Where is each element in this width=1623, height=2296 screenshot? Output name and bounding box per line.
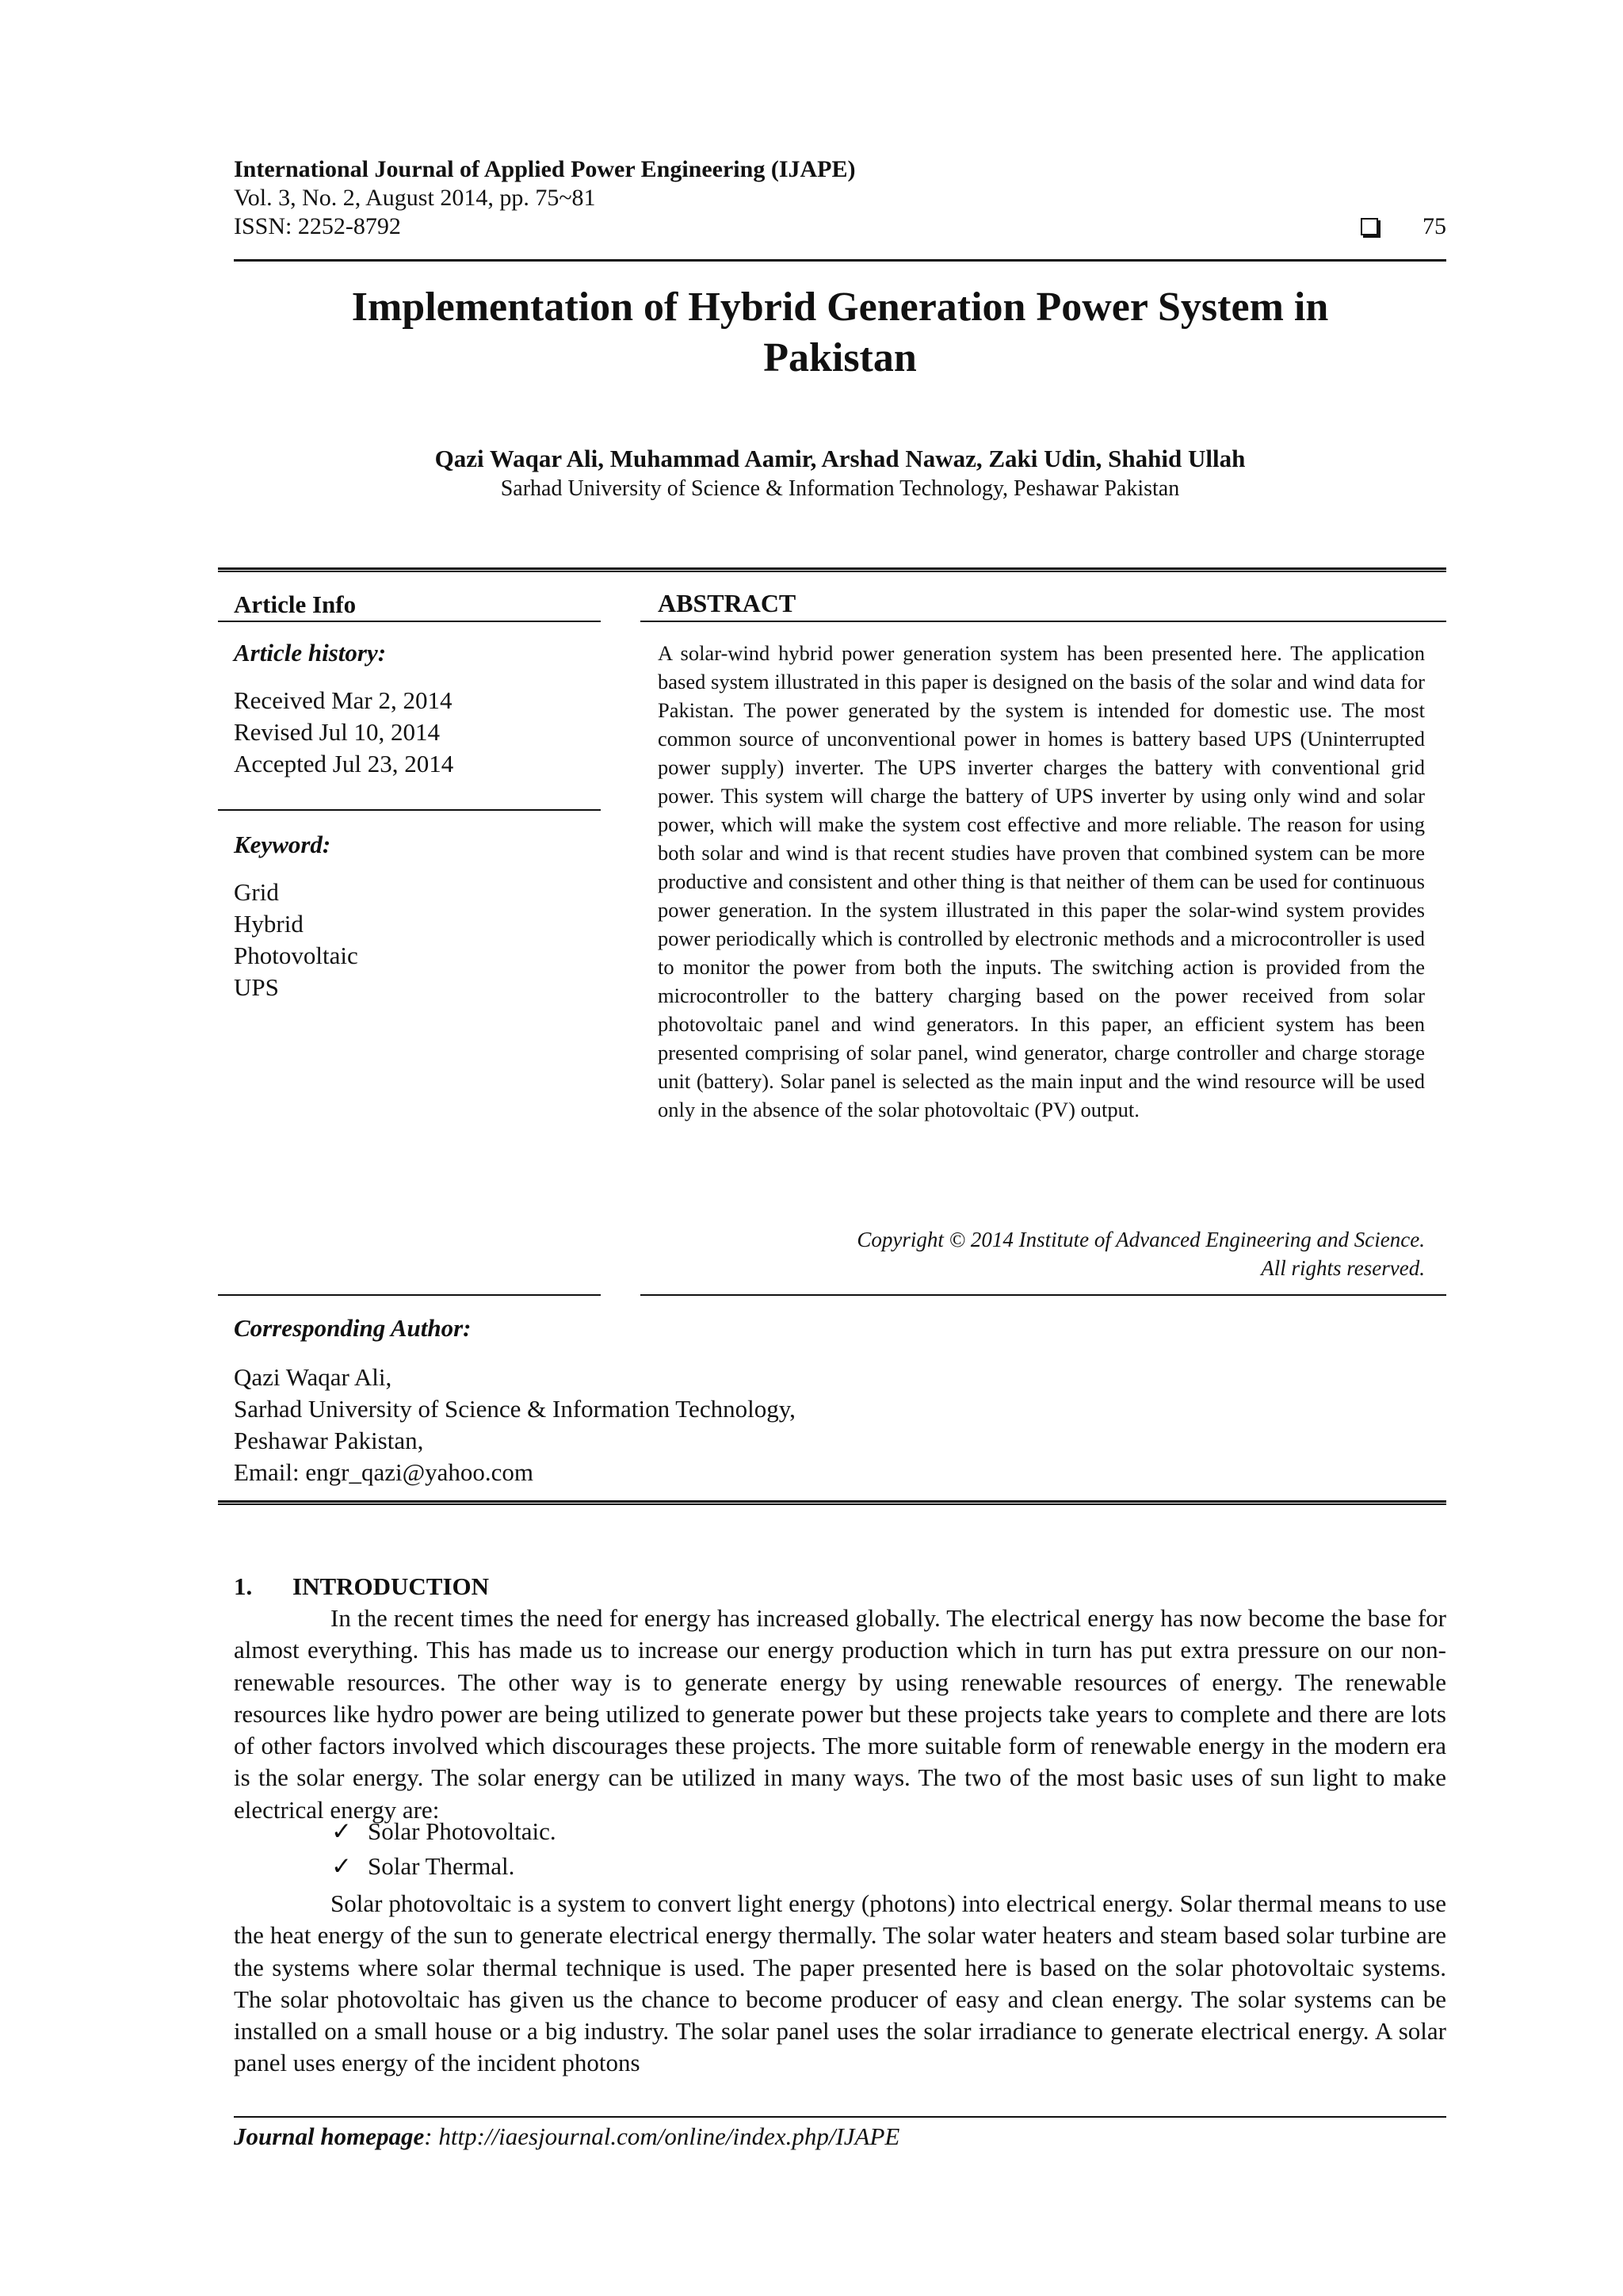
history-rule bbox=[218, 809, 601, 811]
corresponding-author-name: Qazi Waqar Ali, bbox=[234, 1363, 392, 1391]
corresponding-author-city: Peshawar Pakistan, bbox=[234, 1427, 424, 1454]
keyword-item: Grid bbox=[234, 878, 279, 906]
corresponding-author-institution: Sarhad University of Science & Information Technology, bbox=[234, 1395, 796, 1423]
intro-paragraph-1: In the recent times the need for energy has increased globally. The electrical energy has now become the base for almost everything. This has made us to increase our energy production which in turn has put extra pressure on our non-renewable resources. The other way is to generate energy by using renewable resources of energy. The renewable resources like hydro power are being utilized to generate power but these projects take years to complete and there are lots of other factors involved which discourages these projects. The more suitable form of renewable energy in the modern era is the solar energy. The solar energy can be utilized in many ways. The two of the most basic uses of sun light to make electrical energy are: bbox=[234, 1604, 1446, 1824]
homepage-url[interactable]: : http://iaesjournal.com/online/index.php/IJAPE bbox=[424, 2122, 900, 2150]
corresponding-author-details bbox=[234, 1362, 796, 1488]
author-affiliation: Sarhad University of Science & Information Technology, Peshawar Pakistan bbox=[500, 476, 1180, 501]
paper-title bbox=[234, 282, 1446, 384]
info-top-double-rule bbox=[218, 567, 1446, 572]
corresponding-author-email: Email: engr_qazi@yahoo.com bbox=[234, 1458, 534, 1486]
homepage-label: Journal homepage bbox=[234, 2122, 425, 2150]
checkmark-icon: ✓ bbox=[331, 1817, 352, 1845]
keyword-item: Photovoltaic bbox=[234, 942, 358, 969]
copyright-line-1: Copyright © 2014 Institute of Advanced Engineering and Science. bbox=[857, 1228, 1425, 1251]
list-item bbox=[331, 1814, 556, 1849]
article-info-title: Article Info bbox=[234, 590, 357, 618]
journal-name: International Journal of Applied Power Engineering (IJAPE) bbox=[234, 156, 856, 182]
checkbox-square-icon bbox=[1361, 218, 1378, 235]
checkmark-icon: ✓ bbox=[331, 1852, 352, 1880]
abstract-heading: ABSTRACT bbox=[658, 589, 796, 617]
page-number: 75 bbox=[1423, 213, 1446, 239]
list-item bbox=[331, 1849, 556, 1884]
author-list: Qazi Waqar Ali, Muhammad Aamir, Arshad Nawaz, Zaki Udin, Shahid Ullah bbox=[434, 445, 1246, 472]
keyword-heading: Keyword: bbox=[234, 831, 331, 858]
section-title: INTRODUCTION bbox=[292, 1572, 490, 1600]
paper-title-line-1: Implementation of Hybrid Generation Power System in bbox=[351, 285, 1329, 330]
journal-homepage bbox=[234, 2121, 899, 2153]
header-rule bbox=[234, 259, 1446, 262]
corresponding-author-heading: Corresponding Author: bbox=[234, 1314, 472, 1342]
footer-rule bbox=[234, 2116, 1446, 2118]
intro-paragraph-2: Solar photovoltaic is a system to convert light energy (photons) into electrical energy. Solar thermal means to use the heat energy of the sun to generate electrical energy thermally. The solar water heaters and steam based solar turbine are the systems where solar thermal technique is used. The paper presented here is based on the solar photovoltaic systems. The solar photovoltaic has given us the chance to become producer of easy and clean energy. The solar systems can be installed on a small house or a big industry. The solar panel uses the solar irradiance to generate electrical energy. A solar panel uses energy of the incident photons bbox=[234, 1889, 1446, 2077]
keywords-block bbox=[234, 829, 598, 1003]
history-accepted: Accepted Jul 23, 2014 bbox=[234, 750, 454, 777]
section-number: 1. bbox=[234, 1572, 253, 1600]
keyword-item: Hybrid bbox=[234, 910, 304, 938]
abstract-rule bbox=[640, 621, 1446, 622]
keyword-item: UPS bbox=[234, 973, 279, 1001]
article-history bbox=[234, 637, 598, 780]
article-history-heading: Article history: bbox=[234, 639, 387, 667]
history-revised: Revised Jul 10, 2014 bbox=[234, 718, 441, 746]
copyright-line-2: All rights reserved. bbox=[1261, 1256, 1425, 1280]
article-info-rule bbox=[218, 621, 601, 622]
paper-title-line-2: Pakistan bbox=[763, 335, 917, 380]
left-bottom-rule bbox=[218, 1294, 601, 1296]
abstract-text: A solar-wind hybrid power generation system has been presented here. The application based system illustrated in this paper is designed on the basis of the solar and wind data for Pakistan. The power generated by the system is intended for domestic use. The most common source of unconventional power in homes is battery based UPS (Uninterrupted power supply) inverter. The UPS inverter charges the battery with conventional grid power. This system will charge the battery of UPS inverter by using only wind and solar power, which will make the system cost effective and more reliable. The reason for using both solar and wind is that recent studies have proven that combined system can be more productive and consistent and other thing is that neither of them can be used for continuous power generation. In the system illustrated in this paper the solar-wind system provides power periodically which is controlled by electronic methods and a microcontroller is used to monitor the power from both the inputs. The switching action is provided from the microcontroller to the battery charging based on the power received from solar photovoltaic panel and wind generators. In this paper, an efficient system has been presented comprising of solar panel, wind generator, charge controller and charge storage unit (battery). Solar panel is selected as the main input and the wind resource will be used only in the absence of the solar photovoltaic (PV) output. bbox=[658, 641, 1425, 1121]
bullet-list bbox=[331, 1814, 556, 1884]
list-item-text: Solar Thermal. bbox=[368, 1852, 515, 1880]
list-item-text: Solar Photovoltaic. bbox=[368, 1817, 556, 1845]
journal-volume: Vol. 3, No. 2, August 2014, pp. 75~81 bbox=[234, 185, 596, 211]
article-info-heading bbox=[234, 589, 598, 621]
copyright-notice bbox=[658, 1225, 1425, 1282]
section-heading bbox=[234, 1571, 489, 1603]
history-received: Received Mar 2, 2014 bbox=[234, 686, 453, 714]
journal-header bbox=[234, 155, 1446, 241]
abstract-bottom-rule bbox=[640, 1294, 1446, 1296]
info-bottom-double-rule bbox=[218, 1500, 1446, 1505]
journal-issn: ISSN: 2252-8792 bbox=[234, 213, 401, 239]
